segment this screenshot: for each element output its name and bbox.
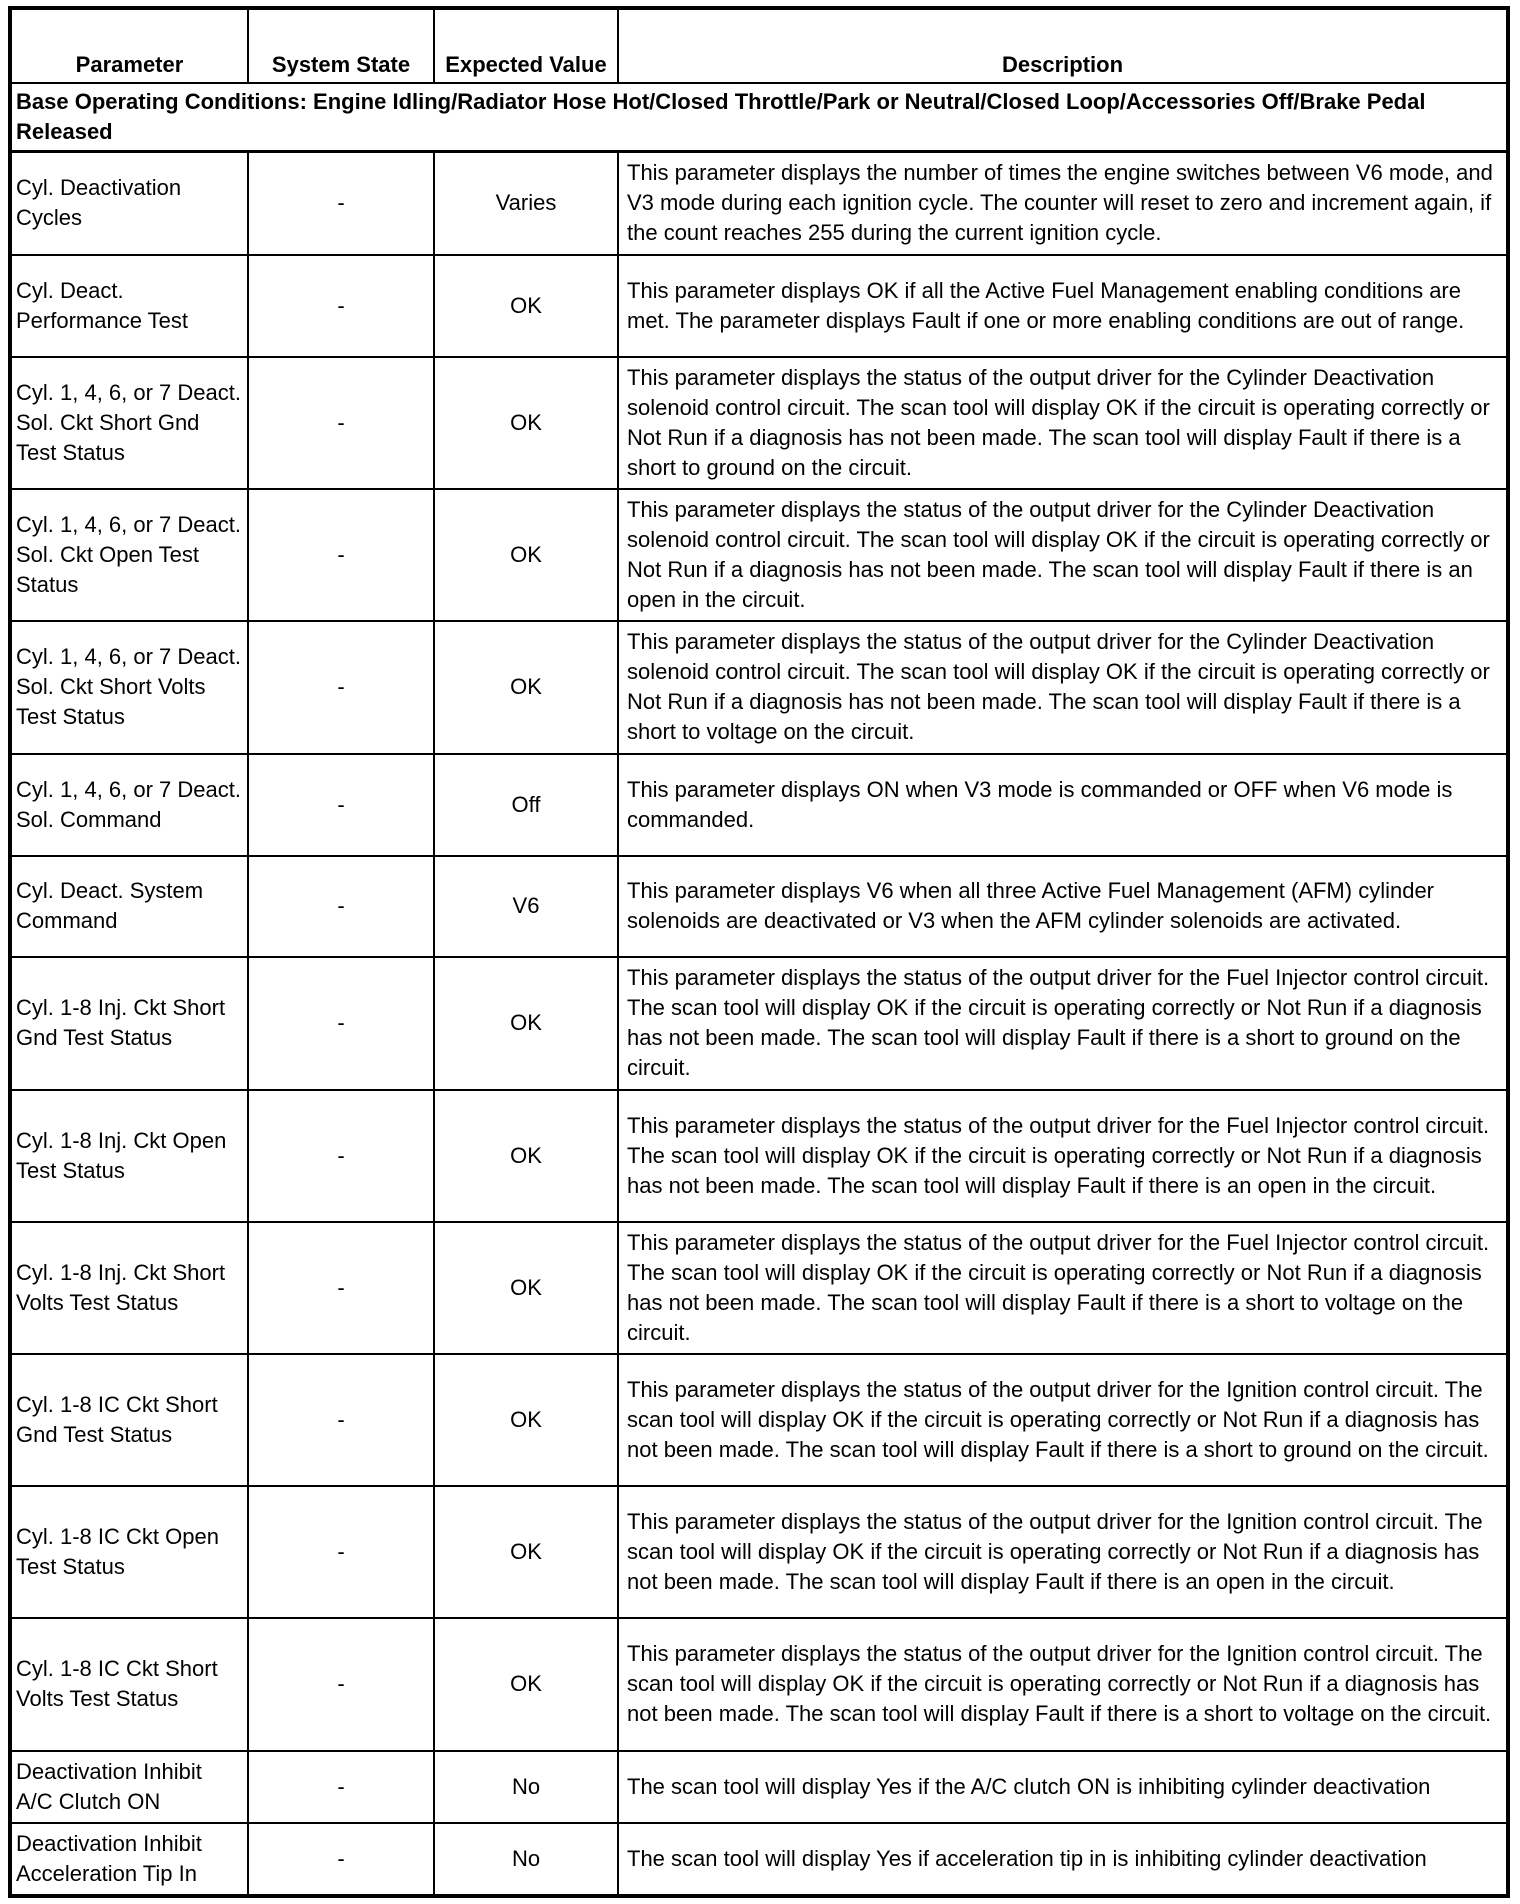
description-cell: The scan tool will display Yes if acceleration tip in is inhibiting cylinder deactivation [618, 1823, 1508, 1896]
description-cell: This parameter displays OK if all the Active Fuel Management enabling conditions are met. The parameter displays Fault if one or more enabling conditions are out of range. [618, 255, 1508, 357]
system-state-cell: - [248, 1618, 434, 1751]
table-row [10, 957, 1508, 1090]
system-state-cell: - [248, 357, 434, 489]
parameter-cell: Cyl. 1-8 Inj. Ckt Open Test Status [10, 1090, 248, 1222]
parameter-cell: Cyl. 1-8 IC Ckt Open Test Status [10, 1486, 248, 1618]
system-state-cell: - [248, 1823, 434, 1896]
parameter-cell: Cyl. 1-8 IC Ckt Short Gnd Test Status [10, 1354, 248, 1486]
expected-value-cell: OK [434, 255, 618, 357]
table-row [10, 1090, 1508, 1222]
description-cell: This parameter displays V6 when all three Active Fuel Management (AFM) cylinder solenoids are deactivated or V3 when the AFM cylinder solenoids are activated. [618, 856, 1508, 957]
system-state-cell: - [248, 957, 434, 1090]
description-cell: This parameter displays the status of the output driver for the Fuel Injector control circuit. The scan tool will display OK if the circuit is operating correctly or Not Run if a diagnosis has not been made. The scan tool will display Fault if there is a short to ground on the circuit. [618, 957, 1508, 1090]
description-cell: This parameter displays the status of the output driver for the Fuel Injector control circuit. The scan tool will display OK if the circuit is operating correctly or Not Run if a diagnosis has not been made. The scan tool will display Fault if there is an open in the circuit. [618, 1090, 1508, 1222]
parameter-cell: Cyl. 1, 4, 6, or 7 Deact. Sol. Ckt Open Test Status [10, 489, 248, 621]
parameter-cell: Cyl. Deact. System Command [10, 856, 248, 957]
expected-value-cell: OK [434, 1618, 618, 1751]
description-cell: The scan tool will display Yes if the A/C clutch ON is inhibiting cylinder deactivation [618, 1751, 1508, 1823]
header-expected-value: Expected Value [434, 8, 618, 83]
header-parameter: Parameter [10, 8, 248, 83]
parameter-cell: Cyl. 1-8 IC Ckt Short Volts Test Status [10, 1618, 248, 1751]
system-state-cell: - [248, 152, 434, 255]
expected-value-cell: OK [434, 357, 618, 489]
base-conditions-row [10, 83, 1508, 152]
parameter-cell: Cyl. 1-8 Inj. Ckt Short Gnd Test Status [10, 957, 248, 1090]
description-cell: This parameter displays the status of the output driver for the Cylinder Deactivation solenoid control circuit. The scan tool will display OK if the circuit is operating correctly or Not Run if a diagnosis has not been made. The scan tool will display Fault if there is a short to ground on the circuit. [618, 357, 1508, 489]
system-state-cell: - [248, 856, 434, 957]
expected-value-cell: OK [434, 1486, 618, 1618]
expected-value-cell: OK [434, 1354, 618, 1486]
expected-value-cell: No [434, 1823, 618, 1896]
parameter-cell: Deactivation Inhibit A/C Clutch ON [10, 1751, 248, 1823]
description-cell: This parameter displays the status of the output driver for the Cylinder Deactivation solenoid control circuit. The scan tool will display OK if the circuit is operating correctly or Not Run if a diagnosis has not been made. The scan tool will display Fault if there is an open in the circuit. [618, 489, 1508, 621]
table-row [10, 754, 1508, 856]
description-cell: This parameter displays the number of times the engine switches between V6 mode, and V3 mode during each ignition cycle. The counter will reset to zero and increment again, if the count reaches 255 during the current ignition cycle. [618, 152, 1508, 255]
expected-value-cell: OK [434, 621, 618, 754]
parameter-cell: Cyl. Deactivation Cycles [10, 152, 248, 255]
parameter-cell: Cyl. 1, 4, 6, or 7 Deact. Sol. Ckt Short Volts Test Status [10, 621, 248, 754]
expected-value-cell: OK [434, 1090, 618, 1222]
description-cell: This parameter displays the status of the output driver for the Ignition control circuit. The scan tool will display OK if the circuit is operating correctly or Not Run if a diagnosis has not been made. The scan tool will display Fault if there is a short to ground on the circuit. [618, 1354, 1508, 1486]
table-row [10, 1751, 1508, 1823]
parameter-cell: Cyl. Deact. Performance Test [10, 255, 248, 357]
expected-value-cell: No [434, 1751, 618, 1823]
parameter-cell: Cyl. 1, 4, 6, or 7 Deact. Sol. Command [10, 754, 248, 856]
system-state-cell: - [248, 621, 434, 754]
system-state-cell: - [248, 1354, 434, 1486]
system-state-cell: - [248, 255, 434, 357]
expected-value-cell: Off [434, 754, 618, 856]
table-row [10, 357, 1508, 489]
description-cell: This parameter displays ON when V3 mode is commanded or OFF when V6 mode is commanded. [618, 754, 1508, 856]
table-row [10, 856, 1508, 957]
system-state-cell: - [248, 1751, 434, 1823]
expected-value-cell: OK [434, 1222, 618, 1354]
description-cell: This parameter displays the status of the output driver for the Cylinder Deactivation solenoid control circuit. The scan tool will display OK if the circuit is operating correctly or Not Run if a diagnosis has not been made. The scan tool will display Fault if there is a short to voltage on the circuit. [618, 621, 1508, 754]
system-state-cell: - [248, 754, 434, 856]
description-cell: This parameter displays the status of the output driver for the Fuel Injector control circuit. The scan tool will display OK if the circuit is operating correctly or Not Run if a diagnosis has not been made. The scan tool will display Fault if there is a short to voltage on the circuit. [618, 1222, 1508, 1354]
table-row [10, 152, 1508, 255]
description-cell: This parameter displays the status of the output driver for the Ignition control circuit. The scan tool will display OK if the circuit is operating correctly or Not Run if a diagnosis has not been made. The scan tool will display Fault if there is a short to voltage on the circuit. [618, 1618, 1508, 1751]
table-row [10, 1222, 1508, 1354]
system-state-cell: - [248, 1222, 434, 1354]
description-cell: This parameter displays the status of the output driver for the Ignition control circuit. The scan tool will display OK if the circuit is operating correctly or Not Run if a diagnosis has not been made. The scan tool will display Fault if there is an open in the circuit. [618, 1486, 1508, 1618]
parameter-cell: Cyl. 1, 4, 6, or 7 Deact. Sol. Ckt Short Gnd Test Status [10, 357, 248, 489]
table-row [10, 621, 1508, 754]
expected-value-cell: OK [434, 957, 618, 1090]
table-row [10, 1486, 1508, 1618]
expected-value-cell: Varies [434, 152, 618, 255]
base-conditions: Base Operating Conditions: Engine Idling/Radiator Hose Hot/Closed Throttle/Park or Neutral/Closed Loop/Accessories Off/Brake Pedal Released [10, 83, 1508, 152]
parameter-cell: Deactivation Inhibit Acceleration Tip In [10, 1823, 248, 1896]
parameter-cell: Cyl. 1-8 Inj. Ckt Short Volts Test Status [10, 1222, 248, 1354]
table-row [10, 1823, 1508, 1896]
table-row [10, 489, 1508, 621]
system-state-cell: - [248, 1486, 434, 1618]
table-row [10, 1618, 1508, 1751]
table-row [10, 255, 1508, 357]
header-row [10, 8, 1508, 83]
header-system-state: System State [248, 8, 434, 83]
expected-value-cell: V6 [434, 856, 618, 957]
header-description: Description [618, 8, 1508, 83]
expected-value-cell: OK [434, 489, 618, 621]
system-state-cell: - [248, 489, 434, 621]
table-row [10, 1354, 1508, 1486]
parameter-table [8, 6, 1510, 1898]
system-state-cell: - [248, 1090, 434, 1222]
